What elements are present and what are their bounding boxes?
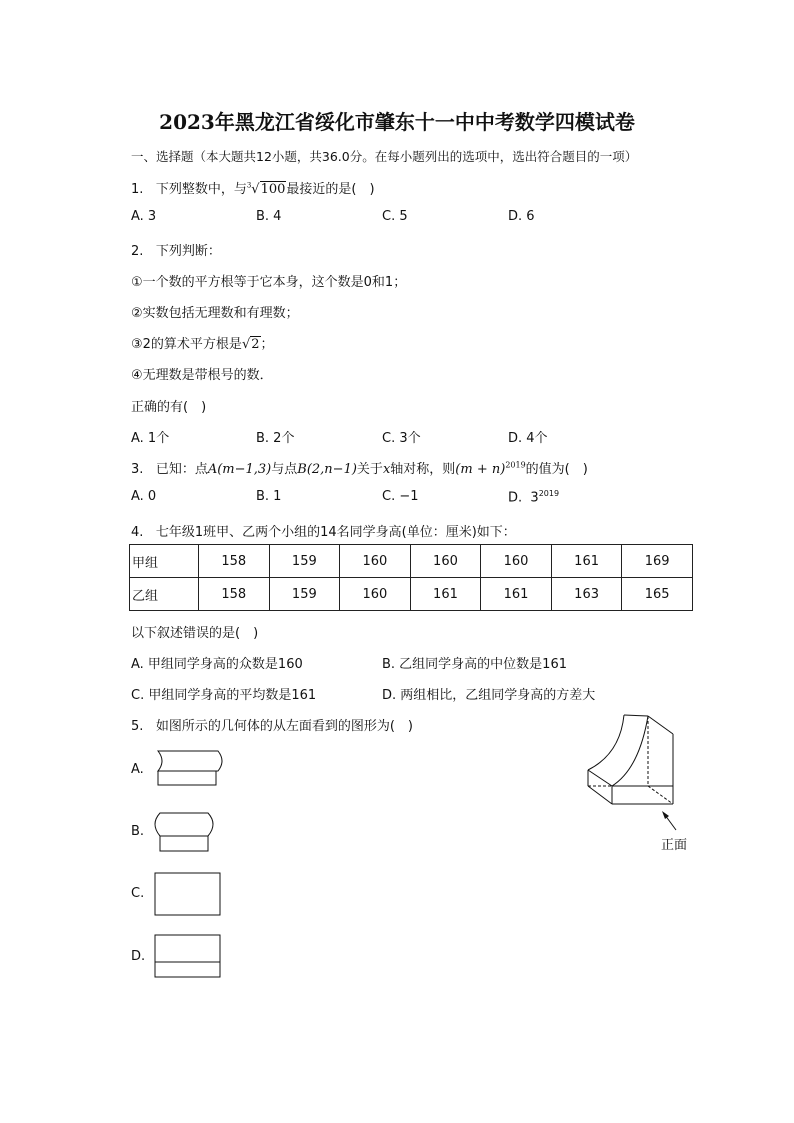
- question-2: [131, 240, 221, 259]
- statement-1: ①一个数的平方根等于它本身，这个数是0和1；: [131, 275, 407, 290]
- question-prompt: 以下叙述错误的是( ): [131, 626, 259, 641]
- question-text-end: 的值为( ): [525, 462, 588, 477]
- row-label: 甲组: [130, 545, 199, 578]
- q2-option-c[interactable]: C. 3个: [382, 431, 421, 446]
- height-table: [129, 544, 693, 611]
- q1-option-b[interactable]: B. 4: [256, 209, 282, 224]
- section-header: 一、选择题（本大题共12小题，共36.0分。在每小题列出的选项中，选出符合题目的一项）: [131, 149, 638, 164]
- question-prompt: 正确的有( ): [131, 400, 207, 415]
- radicand: 2: [251, 337, 260, 352]
- table-cell: 158: [199, 578, 270, 611]
- question-number: 2.: [131, 244, 144, 259]
- table-cell: 161: [410, 578, 481, 611]
- question-5: [131, 715, 413, 734]
- question-1: [131, 178, 375, 197]
- axis-variable: x: [382, 462, 391, 477]
- power-exponent: 2019: [538, 489, 560, 498]
- option-d-figure: [154, 934, 224, 980]
- q4-option-c[interactable]: C. 甲组同学身高的平均数是161: [131, 688, 317, 703]
- row-label: 乙组: [130, 578, 199, 611]
- table-cell: 160: [410, 545, 481, 578]
- power-base: (m + n): [455, 462, 506, 477]
- table-cell: 161: [481, 578, 552, 611]
- table-cell: 165: [622, 578, 693, 611]
- radical-index: 3: [246, 181, 252, 190]
- q2-option-a[interactable]: A. 1个: [131, 431, 170, 446]
- sqrt-expression: √2: [241, 337, 260, 352]
- question-text: 轴对称，则: [390, 462, 456, 477]
- option-c-figure: [154, 872, 224, 918]
- option-label: D.: [508, 490, 523, 506]
- question-text: 已知：点: [155, 462, 208, 477]
- question-text: 与点: [271, 462, 298, 477]
- question-number: 4.: [131, 525, 144, 540]
- power-base: 3: [530, 490, 539, 506]
- statement-3: [131, 333, 274, 352]
- table-cell: 161: [551, 545, 622, 578]
- statement-3-end: ；: [260, 337, 274, 352]
- question-number: 3.: [131, 462, 144, 477]
- table-cell: 169: [622, 545, 693, 578]
- table-cell: 159: [269, 578, 340, 611]
- arrow-icon: [656, 810, 686, 834]
- q5-option-b[interactable]: B.: [131, 824, 145, 839]
- q5-option-d[interactable]: D.: [131, 949, 146, 964]
- cube-root-expression: $^3$√100: [246, 181, 286, 197]
- question-text: 关于: [356, 462, 383, 477]
- q3-option-c[interactable]: C. −1: [382, 489, 419, 504]
- question-text-end: 最接近的是( ): [286, 182, 375, 197]
- q2-option-b[interactable]: B. 2个: [256, 431, 295, 446]
- q5-option-c[interactable]: C.: [131, 886, 145, 901]
- table-cell: 160: [340, 545, 411, 578]
- question-number: 1.: [131, 182, 144, 197]
- question-text: 如图所示的几何体的从左面看到的图形为( ): [155, 719, 413, 734]
- table-cell: 160: [481, 545, 552, 578]
- q1-option-d[interactable]: D. 6: [508, 209, 535, 224]
- q4-option-a[interactable]: A. 甲组同学身高的众数是160: [131, 657, 303, 672]
- front-view-label: 正面: [661, 838, 688, 853]
- table-cell: 159: [269, 545, 340, 578]
- question-text: 下列整数中，与: [155, 182, 247, 197]
- statement-4: ④无理数是带根号的数．: [131, 368, 273, 383]
- q3-option-d[interactable]: [508, 489, 559, 505]
- power-exponent: 2019: [505, 460, 526, 470]
- radicand: 100: [260, 182, 286, 197]
- q2-option-d[interactable]: D. 4个: [508, 431, 548, 446]
- option-a-figure: [154, 748, 228, 790]
- question-text: 下列判断：: [155, 244, 221, 259]
- question-text: 七年级1班甲、乙两个小组的14名同学身高(单位：厘米)如下：: [155, 525, 516, 540]
- point-b: B(2,n−1): [297, 462, 357, 477]
- q3-option-a[interactable]: A. 0: [131, 489, 157, 504]
- page-title: 2023年黑龙江省绥化市肇东十一中中考数学四模试卷: [159, 110, 635, 134]
- question-3: [131, 458, 588, 477]
- q5-option-a[interactable]: A.: [131, 762, 144, 777]
- table-row: [130, 578, 693, 611]
- q3-option-b[interactable]: B. 1: [256, 489, 282, 504]
- q4-option-d[interactable]: D. 两组相比，乙组同学身高的方差大: [382, 688, 596, 703]
- q1-option-c[interactable]: C. 5: [382, 209, 408, 224]
- option-b-figure: [152, 810, 218, 856]
- q4-option-b[interactable]: B. 乙组同学身高的中位数是161: [382, 657, 567, 672]
- geometric-solid-figure: [584, 714, 684, 824]
- table-row: [130, 545, 693, 578]
- point-a: A(m−1,3): [207, 462, 272, 477]
- question-4: [131, 521, 516, 540]
- question-number: 5.: [131, 719, 144, 734]
- table-cell: 160: [340, 578, 411, 611]
- statement-3-text: ③2的算术平方根是: [131, 337, 242, 352]
- statement-2: ②实数包括无理数和有理数；: [131, 306, 299, 321]
- table-cell: 158: [199, 545, 270, 578]
- q1-option-a[interactable]: A. 3: [131, 209, 157, 224]
- table-cell: 163: [551, 578, 622, 611]
